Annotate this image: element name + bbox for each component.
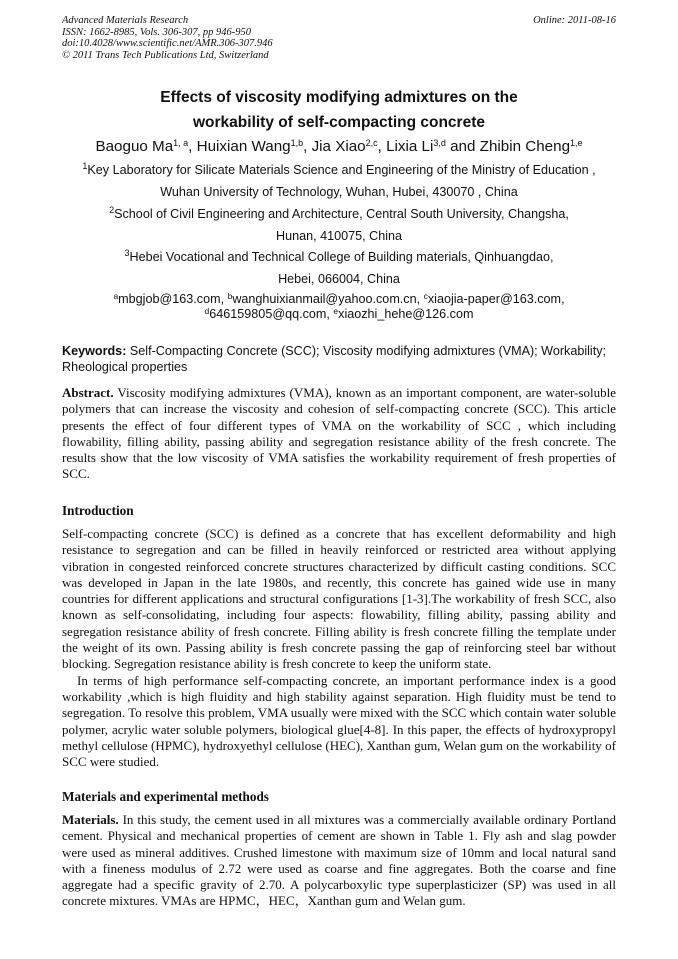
author: Huixian Wang$^{1,b}$, — [196, 138, 312, 155]
email-list: $^a$mbgjob@163.com, $^b$wanghuixianmail@yahoo.com.cn, $^c$xiaojia-paper@163.com, $^d$646159805@qq.com, $^e$xiaozhi_hehe@126.com — [113, 291, 565, 321]
affiliation-2-line-2: Hunan, 410075, China — [275, 229, 403, 243]
intro-paragraph-2: In terms of high performance self-compacting concrete, an important performance index is a good workability ,which is high fluidity and high stability against separation. High fluidity must be tend to segregation. To resolve this problem, VMA usually were mixed with the SCC which contain water soluble polymer, acrylic water soluble polymers, biological glue[4-8]. In this paper, the effects of hydroxypropyl methyl cellulose (HPMC), hydroxyethyl cellulose (HEC), Xanthan gum, Welan gum on the workability of SCC were studied. — [62, 672, 616, 770]
abstract — [62, 385, 616, 483]
issn: ISSN: 1662-8985, Vols. 306-307, pp 946-950 — [62, 26, 251, 38]
author: Jia Xiao$^{2,c}$, — [311, 138, 387, 155]
keywords — [62, 344, 616, 375]
affiliation-3-line-2: Hebei, 066004, China — [278, 272, 400, 286]
abstract-text: Viscosity modifying admixtures (VMA), known as an important component, are water-soluble polymers that can increase the viscosity and cohesion of self-compacting concrete (SCC). This article presents the effect of four different types of VMA on the workability of SCC , which including flowability, filling ability, passing ability and segregation resistance ability of the fresh concrete. The results show that the low viscosity of VMA satisfies the workability requirement of fresh properties of SCC. — [62, 385, 617, 482]
section-heading-introduction: Introduction — [62, 503, 134, 518]
section-heading-methods: Materials and experimental methods — [62, 789, 269, 804]
author: Lixia Li$^{3,d}$ and — [386, 138, 480, 155]
email[interactable]: $^a$mbgjob@163.com — [113, 291, 221, 306]
copyright: © 2011 Trans Tech Publications Ltd, Switzerland — [62, 49, 269, 61]
materials-paragraph — [62, 812, 616, 910]
author: Zhibin Cheng$^{1,e}$ — [479, 138, 583, 155]
abstract-label: Abstract. — [62, 385, 114, 400]
title-line-2: workability of self-compacting concrete — [193, 114, 485, 131]
affiliation-1-line-2: Wuhan University of Technology, Wuhan, Hubei, 430070 , China — [160, 185, 518, 199]
keywords-text: Self-Compacting Concrete (SCC); Viscosity modifying admixtures (VMA); Workability; Rheological properties — [62, 344, 607, 374]
online-date: Online: 2011-08-16 — [533, 15, 616, 26]
journal-header — [62, 15, 273, 61]
affiliation-1-line-1: $^1$Key Laboratory for Silicate Materials Science and Engineering of the Ministry of Education , — [82, 161, 596, 177]
title-line-1: Effects of viscosity modifying admixtures on the — [160, 89, 518, 106]
introduction-body — [62, 526, 616, 770]
intro-paragraph-1: Self-compacting concrete (SCC) is defined as a concrete that has excellent deformability and high resistance to segregation and can be filled in heavily reinforced or restricted area without applying vibration in congested reinforced concrete structures characterized by difficult casting conditions. SCC was developed in Japan in the late 1980s, and recently, this concrete has gained wide use in many countries for different applications and structural configurations [1-3].The workability of fresh SCC, also known as self-consolidating, including four aspects: flowability, filling ability, passing ability and segregation resistance ability of fresh concrete. Filling ability is fresh concrete filling the template under the weight of its own. Passing ability is fresh concrete passing the gap of reinforcing steel bar without blocking. Segregation resistance ability is fresh concrete to keep the uniform state. — [62, 526, 616, 672]
materials-label: Materials. — [62, 812, 119, 827]
email[interactable]: $^d$646159805@qq.com — [204, 306, 327, 321]
affiliation-2-line-1: $^2$School of Civil Engineering and Architecture, Central South University, Changsha, — [109, 205, 569, 221]
email[interactable]: $^b$wanghuixianmail@yahoo.com.cn — [227, 291, 417, 306]
author: Baoguo Ma$^{1, a}$, — [95, 138, 197, 155]
email[interactable]: $^c$xiaojia-paper@163.com — [423, 291, 562, 306]
keywords-label: Keywords: — [62, 344, 127, 358]
materials-text: In this study, the cement used in all mixtures was a commercially available ordinary Portland cement. Physical and mechanical properties of cement are shown in Table 1. Fly ash and slag powder were used as mineral additives. Crushed limestone with maximum size of 10mm and local natural sand with a fineness modulus of 2.72 were used as coarse and fine aggregates. Both the coarse and fine aggregate had a specific gravity of 2.70. A polycarboxylic type superplasticizer (SP) was used in all concrete mixtures. VMAs are HPMC，HEC，Xanthan gum and Welan gum. — [62, 812, 616, 909]
journal-name: Advanced Materials Research — [62, 15, 189, 26]
author-list — [0, 138, 678, 155]
affiliation-3-line-1: $^3$Hebei Vocational and Technical College of Building materials, Qinhuangdao, — [124, 248, 554, 264]
email[interactable]: $^e$xiaozhi_hehe@126.com — [333, 306, 474, 321]
doi: doi:10.4028/www.scientific.net/AMR.306-307.946 — [62, 38, 273, 49]
